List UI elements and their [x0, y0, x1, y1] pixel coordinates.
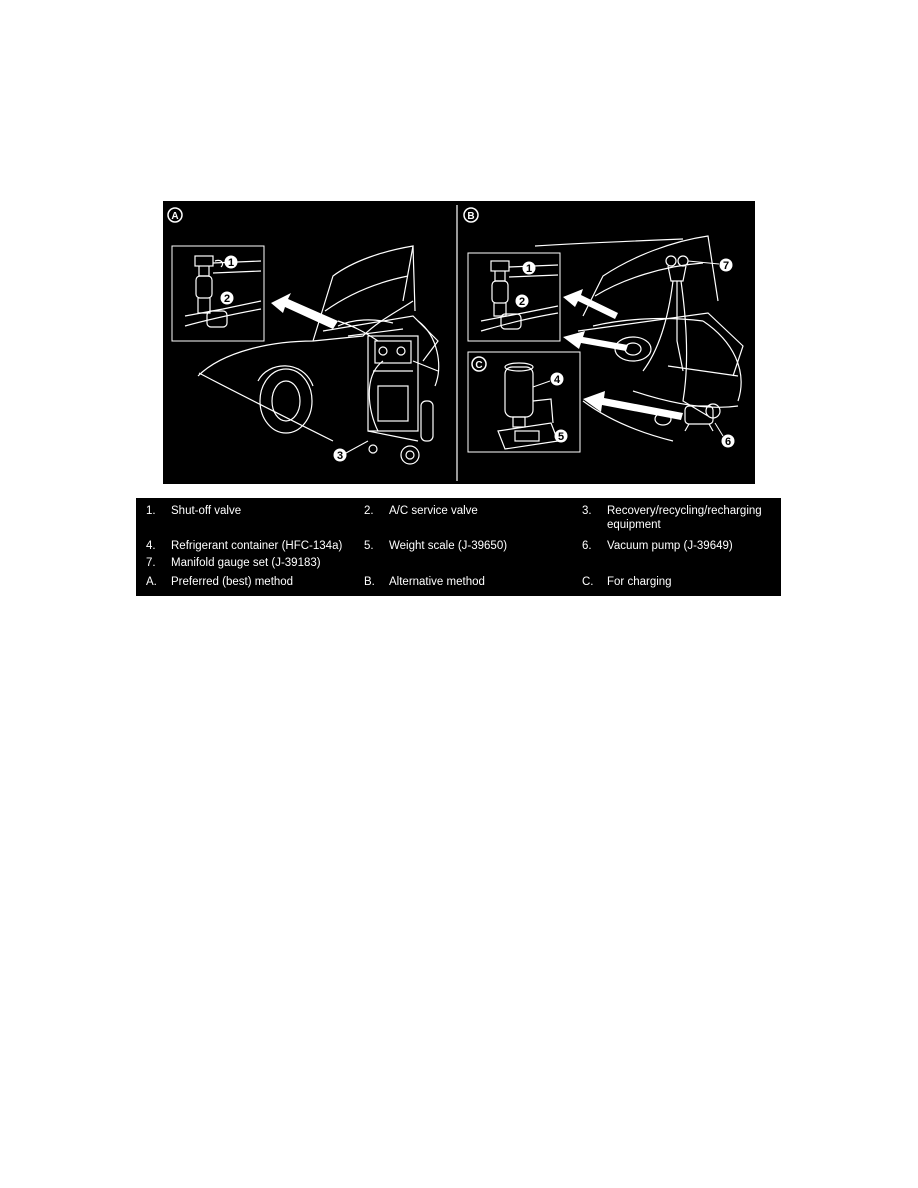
callout-7 [688, 259, 733, 273]
legend-text: For charging [607, 576, 672, 588]
arrow-icon [583, 391, 683, 420]
legend-text: Vacuum pump (J-39649) [607, 540, 733, 552]
svg-text:1: 1 [525, 263, 533, 275]
legend-text: Preferred (best) method [171, 576, 294, 588]
arrow-icon [271, 293, 338, 329]
callout-1a [225, 256, 238, 270]
arrow-icon [563, 331, 628, 351]
legend-number: 6. [582, 540, 592, 552]
legend-text: Refrigerant container (HFC-134a) [171, 540, 343, 552]
legend-number: 5. [364, 540, 374, 552]
legend-text: Alternative method [389, 576, 485, 588]
callout-2b [516, 295, 529, 309]
panel-c-badge [472, 357, 486, 371]
svg-text:B: B [467, 211, 475, 222]
svg-text:1: 1 [227, 257, 235, 269]
arrow-icon [563, 289, 618, 319]
svg-text:A: A [171, 211, 179, 222]
legend-text: A/C service valve [389, 505, 478, 517]
svg-text:2: 2 [223, 293, 231, 305]
ac-service-illustration [163, 201, 755, 484]
callout-4 [533, 373, 564, 388]
legend-text: Weight scale (J-39650) [389, 540, 508, 552]
legend-number: B. [364, 576, 375, 588]
panel-b-badge [464, 208, 478, 222]
svg-text:6: 6 [724, 436, 732, 448]
legend-text: Manifold gauge set (J-39183) [171, 557, 321, 569]
svg-text:3: 3 [336, 450, 344, 462]
legend-number: C. [582, 576, 594, 588]
legend-table [136, 498, 781, 596]
svg-text:C: C [475, 360, 483, 371]
legend-text: Shut-off valve [171, 505, 242, 517]
callout-1b [523, 262, 536, 276]
legend-number: A. [146, 576, 157, 588]
svg-text:5: 5 [557, 431, 565, 443]
svg-text:2: 2 [518, 296, 526, 308]
legend-number: 3. [582, 505, 592, 517]
callout-3 [334, 441, 369, 462]
panel-a [172, 246, 439, 464]
panel-a-badge [168, 208, 182, 222]
callout-6 [715, 423, 735, 448]
callout-2a [221, 292, 234, 306]
legend-number: 1. [146, 505, 156, 517]
legend-number: 7. [146, 557, 156, 569]
legend-number: 2. [364, 505, 374, 517]
legend-text: Recovery/recycling/recharging equipment [607, 505, 762, 531]
svg-text:4: 4 [553, 374, 561, 386]
svg-text:7: 7 [722, 260, 730, 272]
legend-number: 4. [146, 540, 156, 552]
